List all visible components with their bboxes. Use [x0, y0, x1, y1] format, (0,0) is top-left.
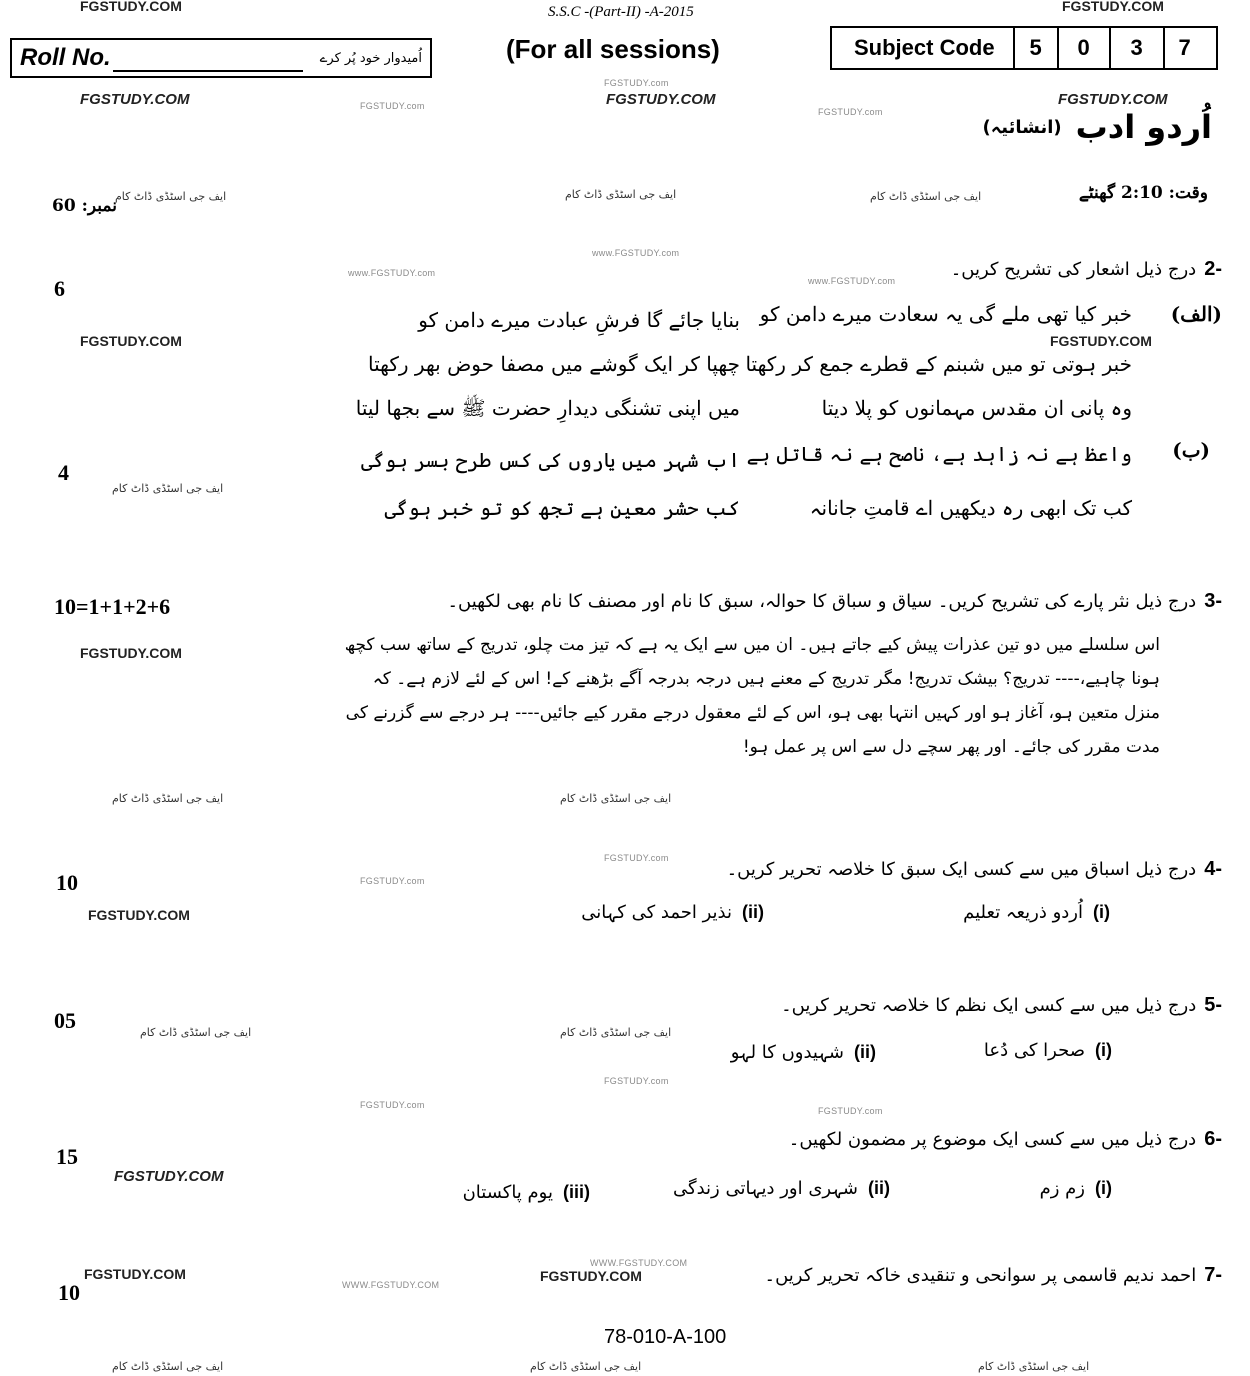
watermark: FGSTUDY.COM — [606, 91, 716, 108]
subject-type: (انشائیہ) — [982, 116, 1062, 138]
watermark: ایف جی اسٹڈی ڈاٹ کام — [560, 792, 672, 805]
roll-number-label: Roll No. — [20, 44, 111, 71]
question-text: درج ذیل اسباق میں سے کسی ایک سبق کا خلاصہ تحریر کریں۔ — [726, 859, 1197, 880]
watermark: ایف جی اسٹڈی ڈاٹ کام — [112, 482, 224, 495]
subject-title — [982, 108, 1212, 146]
question-4-heading — [727, 858, 1222, 881]
marks-q4: 10 — [56, 870, 78, 895]
roll-number-box — [10, 38, 432, 78]
watermark: FGSTUDY.COM — [88, 907, 190, 923]
question-number: 3- — [1204, 590, 1222, 612]
watermark: FGSTUDY.COM — [80, 333, 182, 349]
question-text: درج ذیل میں سے کسی ایک نظم کا خلاصہ تحریر کریں۔ — [781, 995, 1197, 1016]
watermark: ایف جی اسٹڈی ڈاٹ کام — [112, 1360, 224, 1373]
subject-code-box — [830, 26, 1218, 70]
question-7-heading — [765, 1264, 1222, 1287]
question-2-heading — [951, 258, 1222, 281]
question-text: احمد ندیم قاسمی پر سوانحی و تنقیدی خاکہ تحریر کریں۔ — [764, 1265, 1197, 1286]
verse-line: خبر ہوتی تو میں شبنم کے قطرے جمع کر رکھتا — [745, 352, 1132, 376]
marks-q3: 10=1+1+2+6 — [54, 594, 171, 619]
watermark: ایف جی اسٹڈی ڈاٹ کام — [115, 190, 227, 203]
watermark: ایف جی اسٹڈی ڈاٹ کام — [870, 190, 982, 203]
option-item: (i) صحرا کی دُعا — [983, 1040, 1112, 1061]
option-item: (ii) شہیدوں کا لہو — [730, 1042, 876, 1063]
watermark: ایف جی اسٹڈی ڈاٹ کام — [112, 792, 224, 805]
marks-q2b: 4 — [58, 460, 69, 485]
part-label-alif: (الف) — [1170, 302, 1222, 326]
question-number: 5- — [1204, 994, 1222, 1016]
watermark: ایف جی اسٹڈی ڈاٹ کام — [560, 1026, 672, 1039]
watermark: FGSTUDY.com — [360, 876, 425, 886]
watermark: FGSTUDY.com — [604, 1076, 669, 1086]
verse-line: خبر کیا تھی ملے گی یہ سعادت میرے دامن کو — [759, 302, 1132, 326]
subject-code-digit: 7 — [1178, 35, 1191, 60]
option-item: (iii) یوم پاکستان — [462, 1182, 590, 1203]
subject-code-digit: 0 — [1059, 28, 1111, 68]
marks-q6: 15 — [56, 1144, 78, 1169]
verse-line: وہ پانی ان مقدس مہمانوں کو پلا دیتا — [821, 396, 1132, 420]
watermark: FGSTUDY.COM — [84, 1266, 186, 1282]
paper-code: 78-010-A-100 — [604, 1326, 727, 1348]
total-marks: نمبر: 60 — [52, 196, 117, 216]
verse-line: اب شہر میں یاروں کی کس طرح بسر ہوگی — [361, 448, 740, 472]
watermark: FGSTUDY.com — [604, 78, 669, 88]
roll-number-instruction: اُمیدوار خود پُر کرے — [319, 50, 422, 66]
subject-code-label: Subject Code — [832, 28, 1015, 68]
marks-q2: 6 — [54, 276, 65, 301]
roll-number-field[interactable] — [113, 48, 303, 72]
question-6-heading — [789, 1128, 1222, 1151]
verse-line: میں اپنی تشنگی دیدارِ حضرت ﷺ سے بجھا لیتا — [355, 396, 740, 420]
watermark: FGSTUDY.COM — [1062, 0, 1164, 14]
question-text: درج ذیل اشعار کی تشریح کریں۔ — [950, 259, 1197, 280]
option-item: (ii) شہری اور دیہاتی زندگی — [673, 1178, 890, 1199]
subject-name: اُردو ادب — [1075, 108, 1212, 146]
watermark: FGSTUDY.com — [818, 1106, 883, 1116]
prose-passage: اس سلسلے میں دو تین عذرات پیش کیے جاتے ہیں۔ ان میں سے ایک یہ ہے کہ تیز مت چلو، تدریج کے ساتھ سب کچھ ہونا چاہیے،---- تدریج؟ بیشک تدریج! مگر تدریج کے معنے ہیں درجہ بدرجہ آگے بڑھنے کے! اس کے لئے لازم ہے۔ کہ منزل متعین ہو، آغاز ہو اور کہیں انتہا بھی ہو، اس کے لئے معقول درجے مقرر کیے جائیں---- ہر درجے سے گزرنے کی مدت مقرر کی جائے۔ اور پھر سچے دل سے اس پر عمل ہو! — [344, 635, 1160, 757]
watermark: www.FGSTUDY.com — [808, 276, 896, 286]
subject-code-digit: 3 — [1111, 28, 1165, 68]
option-item: (ii) نذیر احمد کی کہانی — [581, 902, 764, 923]
watermark: www.FGSTUDY.com — [592, 248, 680, 258]
time-allowed: وقت: 2:10 گھنٹے — [1078, 183, 1208, 203]
sessions-label: (For all sessions) — [506, 34, 720, 64]
watermark: FGSTUDY.COM — [540, 1268, 642, 1284]
exam-title: S.S.C -(Part-II) -A-2015 — [548, 4, 694, 20]
verse-line: کب حشر معین ہے تجھ کو تو خبر ہوگی — [384, 496, 740, 520]
watermark: www.FGSTUDY.com — [348, 268, 436, 278]
watermark: FGSTUDY.COM — [114, 1168, 224, 1185]
watermark: FGSTUDY.COM — [1058, 91, 1168, 108]
question-text: درج ذیل میں سے کسی ایک موضوع پر مضمون لکھیں۔ — [788, 1129, 1197, 1150]
question-number: 6- — [1204, 1128, 1222, 1150]
subject-code-digit: 5 — [1015, 28, 1059, 68]
verse-line: کب تک ابھی رہ دیکھیں اے قامتِ جانانہ — [809, 496, 1132, 520]
watermark: ایف جی اسٹڈی ڈاٹ کام — [140, 1026, 252, 1039]
question-number: 2- — [1204, 258, 1222, 280]
question-number: 7- — [1204, 1264, 1222, 1286]
watermark: WWW.FGSTUDY.COM — [342, 1280, 440, 1290]
watermark: FGSTUDY.com — [604, 853, 669, 863]
watermark: FGSTUDY.COM — [80, 91, 190, 108]
watermark: FGSTUDY.com — [360, 1100, 425, 1110]
watermark: ایف جی اسٹڈی ڈاٹ کام — [530, 1360, 642, 1373]
option-item: (i) زم زم — [1039, 1178, 1112, 1199]
watermark: ایف جی اسٹڈی ڈاٹ کام — [978, 1360, 1090, 1373]
watermark: FGSTUDY.COM — [80, 645, 182, 661]
question-text: درج ذیل نثر پارے کی تشریح کریں۔ سیاق و سباق کا حوالہ، سبق کا نام اور مصنف کا نام بھی لکھیں۔ — [447, 591, 1197, 612]
part-label-bay: (ب) — [1172, 438, 1210, 462]
marks-q7: 10 — [58, 1280, 80, 1305]
verse-line: بنایا جائے گا فرشِ عبادت میرے دامن کو — [418, 308, 740, 332]
watermark: FGSTUDY.COM — [1050, 333, 1152, 349]
marks-q5: 05 — [54, 1008, 76, 1033]
question-number: 4- — [1204, 858, 1222, 880]
watermark: WWW.FGSTUDY.COM — [590, 1258, 688, 1268]
watermark: FGSTUDY.COM — [80, 0, 182, 14]
watermark: FGSTUDY.com — [360, 101, 425, 111]
watermark: ایف جی اسٹڈی ڈاٹ کام — [565, 188, 677, 201]
verse-line: واعظ ہے نہ زاہد ہے، ناصح ہے نہ قاتل ہے — [746, 442, 1132, 466]
question-3-heading — [447, 590, 1222, 613]
watermark: FGSTUDY.com — [818, 107, 883, 117]
question-5-heading — [781, 994, 1222, 1017]
option-item: (i) اُردو ذریعہ تعلیم — [963, 902, 1110, 923]
verse-line: چھپا کر ایک گوشے میں مصفا حوض بھر رکھتا — [368, 352, 740, 376]
